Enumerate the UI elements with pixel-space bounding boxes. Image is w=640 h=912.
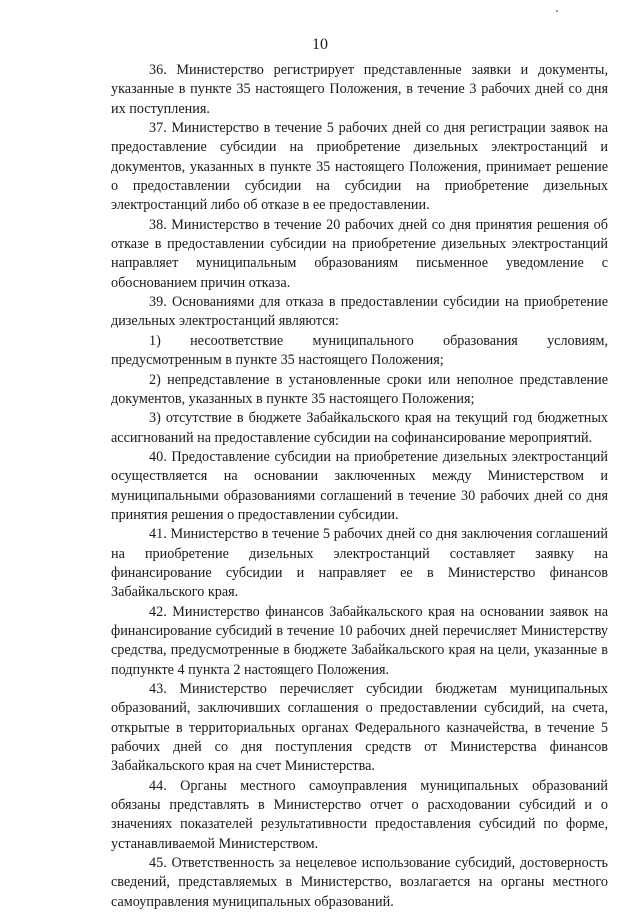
paragraph-36: 36. Министерство регистрирует представленные заявки и документы, указанные в пункте 35 настоящего Положения, в течение 3 рабочих дней со дня их поступления.: [111, 62, 608, 117]
list-item-39-2: 2) непредставление в установленные сроки или неполное представление документов, указанных в пункте 35 настоящего Положения;: [111, 371, 608, 407]
paragraph-40: 40. Предоставление субсидии на приобретение дизельных электростанций осуществляется на основании заключенных между Министерством и муниципальными образованиями соглашений в течение 30 рабочих дней со дня принятия решения о предоставлении субсидии.: [111, 448, 608, 523]
paragraph-39: 39. Основаниями для отказа в предоставлении субсидии на приобретение дизельных электростанций являются:: [111, 294, 608, 330]
paragraph-41: 41. Министерство в течение 5 рабочих дней со дня заключения соглашений на приобретение дизельных электростанций составляет заявку на финансирование субсидии и направляет ее в Министерство финансов Забайкальского края.: [111, 526, 608, 601]
paragraph-45: 45. Ответственность за нецелевое использование субсидий, достоверность сведений, представляемых в Министерство, возлагается на органы местного самоуправления муниципальных образований.: [111, 855, 608, 910]
paragraph-43: 43. Министерство перечисляет субсидии бюджетам муниципальных образований, заключивших соглашения о предоставлении субсидий, на счета, открытые в территориальных органах Федерального казначейства, в течение 5 рабочих дней со дня поступления средств от Министерства финансов Забайкальского края на счет Министерства.: [111, 681, 608, 775]
page-number: 10: [312, 36, 328, 53]
paragraph-37: 37. Министерство в течение 5 рабочих дней со дня регистрации заявок на предоставление субсидии на приобретение дизельных электростанций и документов, указанных в пункте 35 настоящего Положения, принимает решение о предоставлении субсидии на субсидии на приобретение дизельных электростанций либо об отказе в ее предоставлении.: [111, 120, 608, 214]
paragraph-38: 38. Министерство в течение 20 рабочих дней со дня принятия решения об отказе в предоставлении субсидии на приобретение дизельных электростанций направляет муниципальным образованиям письменное уведомление с обоснованием причин отказа.: [111, 216, 608, 291]
paragraph-44: 44. Органы местного самоуправления муниципальных образований обязаны представлять в Министерство отчет о расходовании субсидий и о значениях показателей результативности предоставления субсидий по форме, устанавливаемой Министерством.: [111, 777, 608, 852]
scan-dot: [556, 10, 558, 12]
document-body: [111, 61, 608, 912]
list-item-39-1: 1) несоответствие муниципального образования условиям, предусмотренным в пункте 35 настоящего Положения;: [111, 332, 608, 369]
paragraph-42: 42. Министерство финансов Забайкальского края на основании заявок на финансирование субсидий в течение 10 рабочих дней перечисляет Министерству средства, предусмотренные в бюджете Забайкальского края на цели, указанные в подпункте 4 пункта 2 настоящего Положения.: [111, 603, 608, 678]
list-item-39-3: 3) отсутствие в бюджете Забайкальского края на текущий год бюджетных ассигнований на предоставление субсидии на софинансирование мероприятий.: [111, 410, 608, 446]
